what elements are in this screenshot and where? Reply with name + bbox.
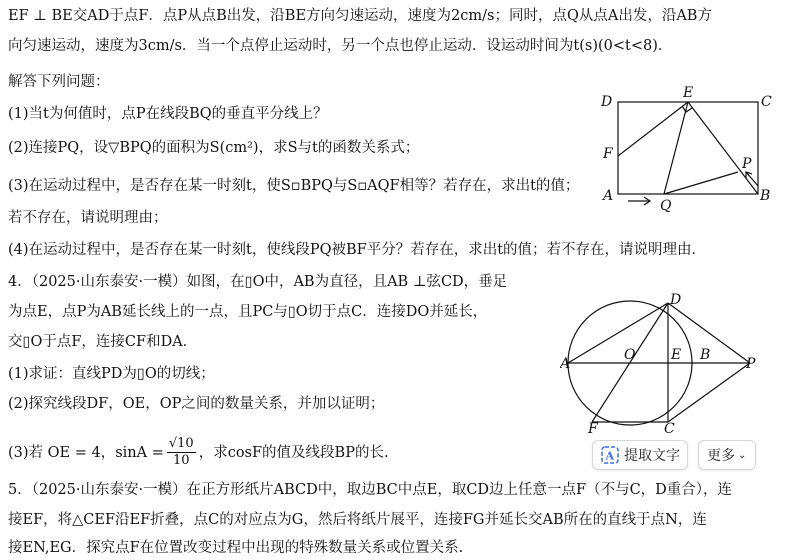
p3-q3a: (3)在运动过程中，是否存在某一时刻t，使S▫BPQ与S▫AQF相等？若存在，求出t的值； <box>8 178 580 194</box>
p4-q3-prefix: (3)若 OE = 4，sinA = <box>8 444 164 461</box>
p3-line2: 向匀速运动，速度为3cm/s．当一个点停止运动时，另一个点也停止运动．设运动时间为t(s)(0<t<8)． <box>8 38 673 54</box>
rectangle-figure <box>598 86 778 216</box>
label-c: C <box>761 94 772 110</box>
label-f: F <box>588 421 598 435</box>
fraction-numerator: √10 <box>168 436 194 451</box>
fraction-denominator: 10 <box>173 453 190 468</box>
label-f: F <box>603 146 613 162</box>
p3-q1: (1)当t为何值时，点P在线段BQ的垂直平分线上？ <box>8 106 328 122</box>
segment-eb <box>688 102 758 194</box>
label-o: O <box>624 347 636 363</box>
label-a: A <box>560 356 571 372</box>
p3-q3b: 若不存在，请说明理由； <box>8 210 168 226</box>
circle-figure <box>560 290 760 435</box>
p5-line1: 5．（2025·山东泰安·一模）在正方形纸片ABCD中，取边BC中点E，取CD边上任意一点F（不与C，D重合），连 <box>8 482 733 498</box>
extract-text-label: 提取文字 <box>624 448 680 464</box>
p3-q2: (2)连接PQ，设▽BPQ的面积为S(cm²)，求S与t的函数关系式； <box>8 140 420 156</box>
p5-line3: 接EN,EG．探究点F在位置改变过程中出现的特殊数量关系或位置关系. <box>8 540 464 556</box>
extract-text-button[interactable] <box>592 440 688 470</box>
label-d: D <box>670 292 682 308</box>
label-a: A <box>603 188 614 204</box>
p4-q2: (2)探究线段DF，OE，OP之间的数量关系，并加以证明； <box>8 396 385 412</box>
label-d: D <box>601 94 613 110</box>
segment-qp <box>664 172 738 194</box>
p4-q3-suffix: ，求cosF的值及线段BP的长. <box>198 444 389 461</box>
label-p: P <box>742 156 752 172</box>
fraction <box>167 436 196 469</box>
p4-line3: 交▯O于点F，连接CF和DA． <box>8 334 198 350</box>
p4-q1: (1)求证：直线PD为▯O的切线； <box>8 366 215 382</box>
segment-ad <box>568 303 668 363</box>
p4-q3 <box>8 436 389 469</box>
more-label: 更多 <box>707 448 735 464</box>
p3-line1: EF ⊥ BE交AD于点F．点P从点B出发，沿BE方向匀速运动，速度为2cm/s；同时，点Q从点A出发，沿AB方 <box>8 8 712 24</box>
segment-eq <box>664 102 688 194</box>
more-button[interactable] <box>698 440 756 470</box>
label-e: E <box>671 347 682 363</box>
tangent-pc <box>668 363 750 422</box>
p3-prompt: 解答下列问题： <box>8 74 110 90</box>
label-b: B <box>760 188 771 204</box>
label-c: C <box>664 421 675 435</box>
label-p: P <box>746 356 756 372</box>
p4-line2: 为点E，点P为AB延长线上的一点，且PC与▯O切于点C．连接DO并延长， <box>8 304 488 320</box>
svg-text:A: A <box>605 449 615 463</box>
p5-line2: 接EF，将△CEF沿EF折叠，点C的对应点为G，然后将纸片展平，连接FG并延长交AB所在的直线于点N，连 <box>8 512 707 528</box>
rectangle-abcd <box>618 102 758 194</box>
p4-line1: 4．（2025·山东泰安·一模）如图，在▯O中，AB为直径，且AB ⊥弦CD，垂足 <box>8 274 508 290</box>
extract-text-icon <box>601 446 619 464</box>
chevron-down-icon: ⌄ <box>738 449 747 461</box>
label-q: Q <box>660 198 672 214</box>
label-e: E <box>683 86 694 101</box>
segment-fe <box>618 102 688 156</box>
arrow-p <box>746 172 758 186</box>
label-b: B <box>700 347 711 363</box>
p3-q4: (4)在运动过程中，是否存在某一时刻t，使线段PQ被BF平分？若存在，求出t的值；若不存在，请说明理由． <box>8 242 707 258</box>
